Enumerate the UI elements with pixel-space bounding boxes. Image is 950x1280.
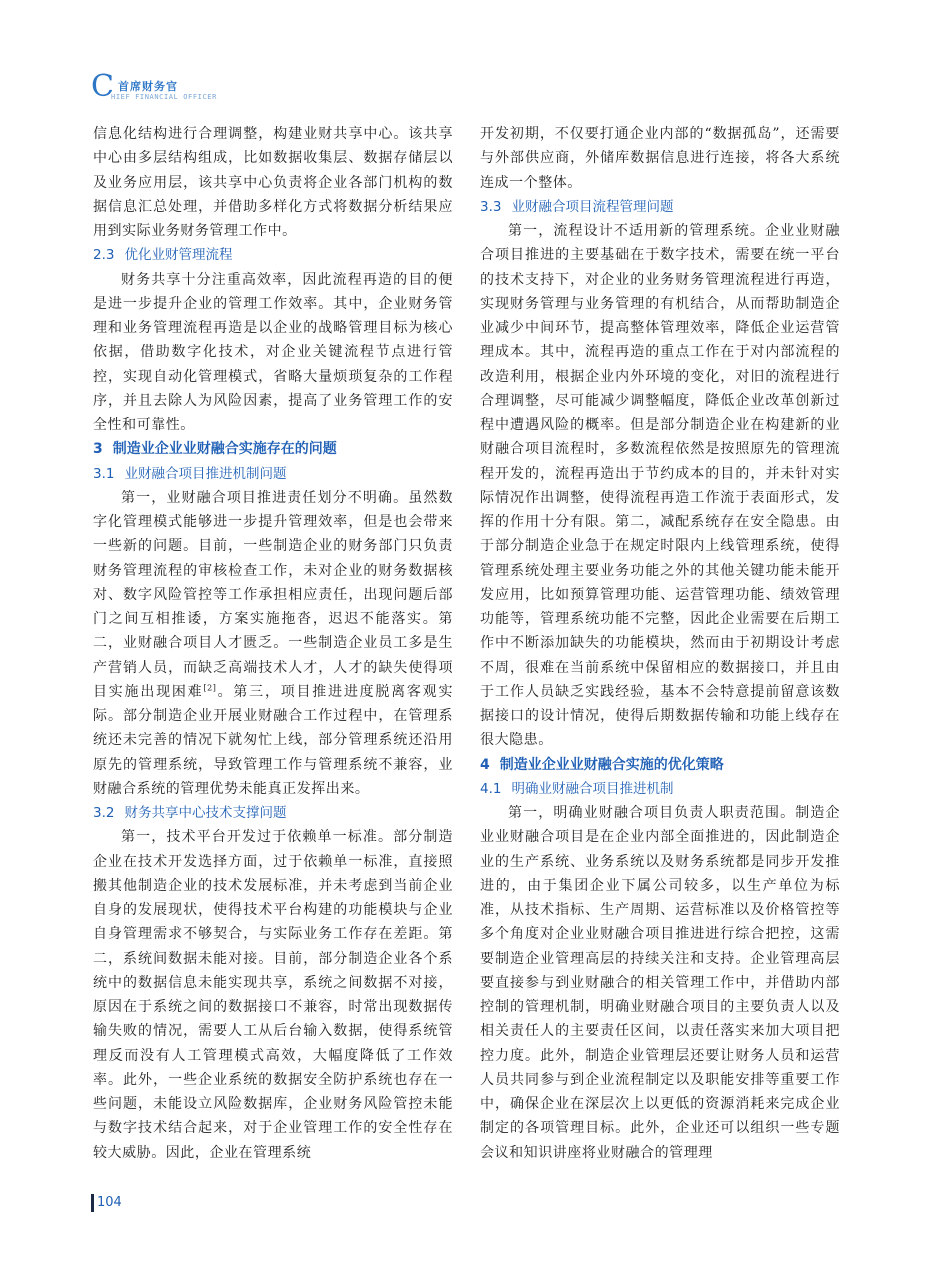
section-heading-4: [480, 753, 840, 777]
paragraph: [93, 486, 453, 801]
section-heading-3: [93, 437, 453, 461]
section-number: 4.1: [480, 780, 502, 797]
section-title: 优化业财管理流程: [124, 247, 233, 264]
page-number: 104: [91, 1194, 122, 1212]
section-title: 财务共享中心技术支撑问题: [124, 805, 287, 821]
paragraph: 开发初期，不仅要打通企业内部的“数据孤岛”，还需要与外部供应商，外储库数据信息进行连接，将各大系统连成一个整体。: [480, 126, 840, 191]
paragraph-text: 第一，业财融合项目推进责任划分不明确。虽然数字化管理模式能够进一步提升管理效率，但是也会带来一些新的问题。目前，一些制造企业的财务部门只负责财务管理流程的审核检查工作，未对企业的财务数据核对、数字风险管控等工作承担相应责任，出现问题后部门之间互相推诿，方案实施拖沓，迟迟不能落实。第二，业财融合项目人才匮乏。一些制造企业员工多是生产营销人员，而缺乏高端技术人才，人才的缺失使得项目实施出现困难: [93, 489, 453, 700]
section-title: 业财融合项目流程管理问题: [511, 198, 674, 215]
paragraph: 第一，技术平台开发过于依赖单一标准。部分制造企业在技术开发选择方面，过于依赖单一标准，直接照搬其他制造企业的技术发展标准，并未考虑到当前企业自身的发展现状，使得技术平台构建的功能模块与企业自身管理需求不够契合，与实际业务工作存在差距。第二，系统间数据未能对接。目前，部分制造企业各个系统中的数据信息未能实现共享，系统之间数据不对接，原因在于系统之间的数据接口不兼容，时常出现数据传输失败的情况，需要人工从后台输入数据，使得系统管理反而没有人工管理模式高效，大幅度降低了工作效率。此外，一些企业系统的数据安全防护系统也存在一些问题，未能设立风险数据库，企业财务风险管控未能与数字技术结合起来，对于企业管理工作的安全性存在较大威胁。因此，企业在管理系统: [93, 829, 453, 1161]
logo-letter: C: [91, 69, 114, 104]
section-heading-3-2: [93, 801, 453, 825]
paragraph-text: 。第三，项目推进进度脱离客观实际。部分制造企业开展业财融合工作过程中，在管理系统还未完善的情况下就匆忙上线，部分管理系统还沿用原先的管理系统，导致管理工作与管理系统不兼容，业财融合系统的管理优势未能真正发挥出来。: [93, 683, 454, 797]
logo-chinese-title: 首席财务官: [118, 80, 178, 93]
section-number: 3.3: [480, 198, 502, 215]
section-heading-4-1: [480, 777, 840, 801]
paragraph: 第一，明确业财融合项目负责人职责范围。制造企业业财融合项目是在企业内部全面推进的，因此制造企业的生产系统、业务系统以及财务系统都是同步开发推进的，由于集团企业下属公司较多，以生产单位为标准，从技术指标、生产周期、运营标准以及价格管控等多个角度对企业业财融合项目推进进行综合把控，这需要制造企业管理高层的持续关注和支持。企业管理高层要直接参与到业财融合的相关管理工作中，并借助内部控制的管理机制，明确业财融合项目的主要负责人以及相关责任人的主要责任区间，以责任落实来加大项目把控力度。此外，制造企业管理层还要让财务人员和运营人员共同参与到企业流程制定以及职能安排等重要工作中，确保企业在深层次上以更低的资源消耗来完成企业制定的各项管理目标。此外，企业还可以组织一些专题会议和知识讲座将业财融合的管理理: [480, 805, 840, 1161]
section-number: 4: [480, 756, 490, 773]
section-heading-3-3: [480, 195, 840, 219]
paragraph: 财务共享十分注重高效率，因此流程再造的目的便是进一步提升企业的管理工作效率。其中，企业财务管理和业务管理流程再造是以企业的战略管理目标为核心依据，借助数字化技术，对企业关键流程节点进行管控，实现自动化管理模式，省略大量烦琐复杂的工作程序，并且去除人为风险因素，提高了业务管理工作的安全性和可靠性。: [93, 271, 453, 433]
citation-reference: [2]: [203, 683, 217, 693]
section-heading-3-1: [93, 462, 453, 486]
section-title: 制造业企业业财融合实施的优化策略: [499, 756, 724, 773]
section-number: 3.2: [93, 805, 115, 821]
section-title: 明确业财融合项目推进机制: [511, 780, 674, 797]
section-number: 3.1: [93, 465, 115, 482]
logo-english-title: HIEF FINANCIAL OFFICER: [111, 93, 217, 101]
paragraph: 信息化结构进行合理调整，构建业财共享中心。该共享中心由多层结构组成，比如数据收集层、数据存储层以及业务应用层，该共享中心负责将企业各部门机构的数据信息汇总处理，并借助多样化方式将数据分析结果应用到实际业务财务管理工作中。: [93, 126, 453, 239]
section-title: 制造业企业业财融合实施存在的问题: [112, 441, 337, 458]
left-column: [93, 122, 453, 1165]
paragraph: 第一，流程设计不适用新的管理系统。企业业财融合项目推进的主要基础在于数字技术，需要在统一平台的技术支持下，对企业的业务财务管理流程进行再造，实现财务管理与业务管理的有机结合，从而帮助制造企业减少中间环节，提高整体管理效率，降低企业运营管理成本。其中，流程再造的重点工作在于对内部流程的改造利用，根据企业内外环境的变化，对旧的流程进行合理调整，尽可能减少调整幅度，降低企业改革创新过程中遭遇风险的概率。但是部分制造企业在构建新的业财融合项目流程时，多数流程依然是按照原先的管理流程开发的，流程再造出于节约成本的目的，并未针对实际情况作出调整，使得流程再造工作流于表面形式，发挥的作用十分有限。第二，减配系统存在安全隐患。由于部分制造企业急于在规定时限内上线管理系统，使得管理系统处理主要业务功能之外的其他关键功能未能开发应用，比如预算管理功能、运营管理功能、绩效管理功能等，管理系统功能不完整，因此企业需要在后期工作中不断添加缺失的功能模块，然而由于初期设计考虑不周，很难在当前系统中保留相应的数据接口，并且由于工作人员缺乏实践经验，基本不会特意提前留意该数据接口的设计情况，使得后期数据传输和功能上线存在很大隐患。: [480, 223, 840, 749]
section-title: 业财融合项目推进机制问题: [124, 465, 287, 482]
right-column: [480, 122, 840, 1165]
section-number: 3: [93, 441, 103, 458]
section-heading-2-3: [93, 243, 453, 267]
section-number: 2.3: [93, 247, 115, 264]
journal-logo: [91, 69, 231, 106]
